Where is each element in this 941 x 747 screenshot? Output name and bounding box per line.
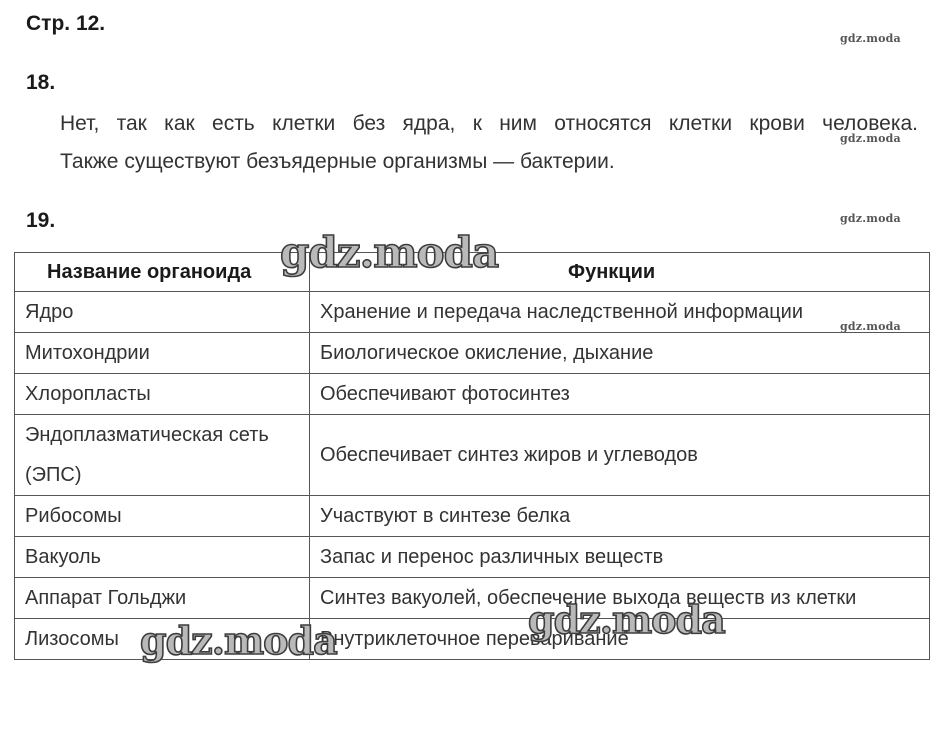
task-18-answer-line-2: Также существуют безъядерные организмы — бактерии. [60,150,615,173]
table-row [15,333,930,374]
task-18-answer-line-1: Нет, так как есть клетки без ядра, к ним относятся клетки крови человека. [60,112,918,135]
organoid-name-cell: Вакуоль [15,537,310,578]
organoid-function-cell: Хранение и передача наследственной информации [310,292,930,333]
organoid-function-cell: Биологическое окисление, дыхание [310,333,930,374]
watermark-large: gdz.moda [528,597,725,642]
organoid-function-cell: Обеспечивает синтез жиров и углеводов [310,415,930,496]
organoid-name-cell: Аппарат Гольджи [15,578,310,619]
task-19-number: 19. [26,209,56,232]
watermark-small: gdz.moda [840,132,901,145]
table-row [15,537,930,578]
table-row [15,578,930,619]
watermark-small: gdz.moda [840,32,901,45]
organoid-name-cell: Рибосомы [15,496,310,537]
watermark-small: gdz.moda [840,320,901,333]
organoid-name-cell: Ядро [15,292,310,333]
table-row [15,292,930,333]
organoid-function-cell: Синтез вакуолей, обеспечение выхода веществ из клетки [310,578,930,619]
organoid-function-cell: Запас и перенос различных веществ [310,537,930,578]
task-18-number: 18. [26,71,56,94]
organoid-function-cell: Внутриклеточное переваривание [310,619,930,660]
watermark-large: gdz.moda [140,618,337,663]
table-row [15,415,930,496]
table-row [15,374,930,415]
table-row [15,496,930,537]
organoid-function-cell: Обеспечивают фотосинтез [310,374,930,415]
header-functions: Функции [310,253,930,292]
organoid-name-cell: Хлоропласты [15,374,310,415]
organoid-name-cell: Эндоплазматическая сеть (ЭПС) [15,415,310,496]
organoid-function-cell: Участвуют в синтезе белка [310,496,930,537]
organoid-name-cell: Лизосомы [15,619,310,660]
page-label: Стр. 12. [26,12,106,35]
header-organoid-name: Название органоида [15,253,310,292]
organoid-functions-table [14,252,930,660]
watermark-small: gdz.moda [840,212,901,225]
organoid-name-cell: Митохондрии [15,333,310,374]
watermark-large: gdz.moda [280,228,499,277]
